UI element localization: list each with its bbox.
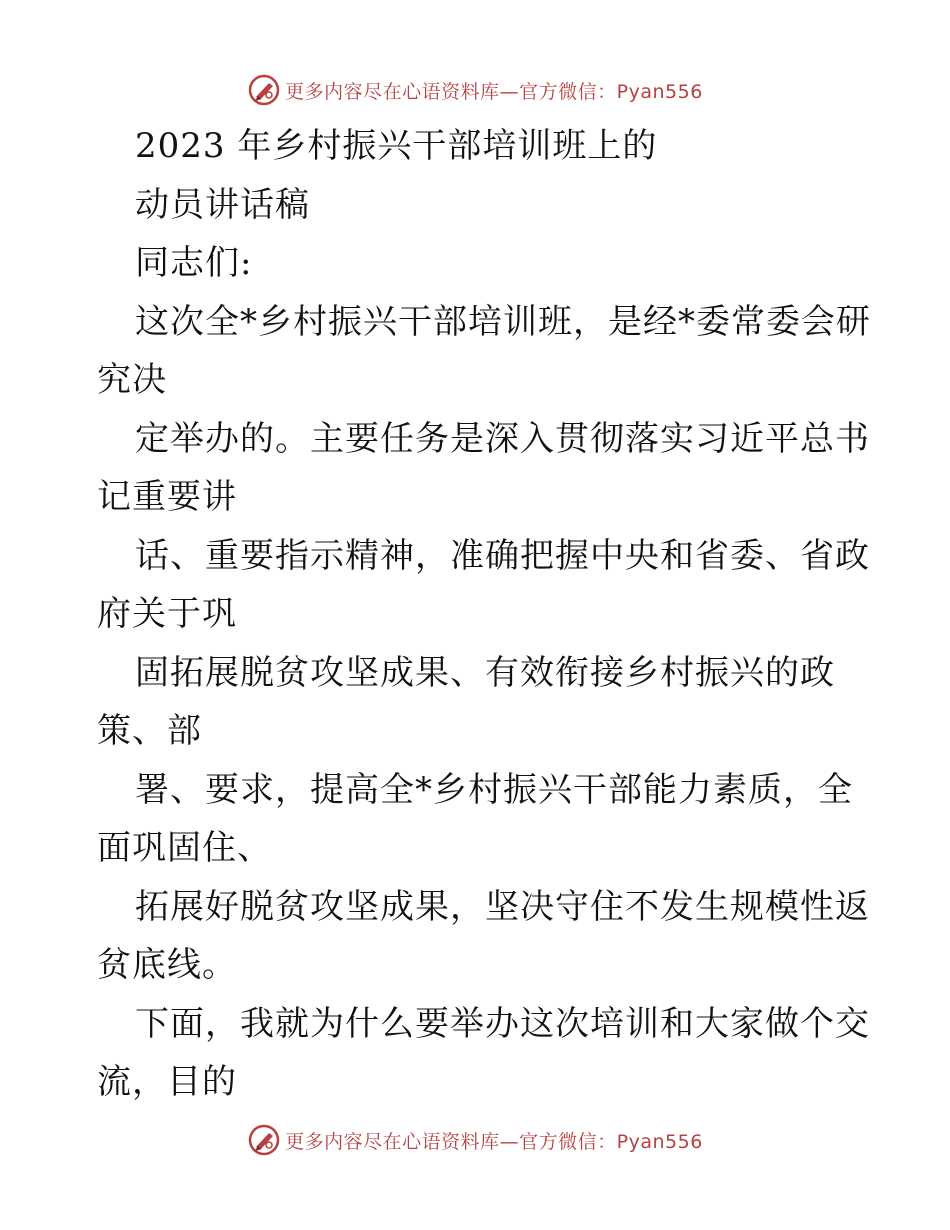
text-line: 贫底线。 [97,945,237,985]
pen-logo-icon [247,1123,281,1157]
text-line: 面巩固住、 [97,828,272,868]
watermark-text: 更多内容尽在心语资料库—官方微信：Pyan556 [285,80,703,103]
text-line: 流，目的 [97,1062,237,1102]
text-line: 究决 [97,360,167,400]
title-line-1: 2023 年乡村振兴干部培训班上的 [135,126,658,166]
text-line: 记重要讲 [97,477,237,517]
text-line: 定举办的。主要任务是深入贯彻落实习近平总书 [135,418,870,459]
text-line: 府关于巩 [97,594,237,634]
document-body [97,117,871,1112]
text-line: 下面，我就为什么要举办这次培训和大家做个交 [135,1003,870,1044]
salutation: 同志们: [135,243,253,283]
text-line: 策、部 [97,711,202,751]
watermark-text: 更多内容尽在心语资料库—官方微信：Pyan556 [285,1130,703,1153]
text-line: 署、要求，提高全*乡村振兴干部能力素质，全 [135,769,853,810]
text-line: 固拓展脱贫攻坚成果、有效衔接乡村振兴的政 [135,652,835,693]
text-line: 话、重要指示精神，准确把握中央和省委、省政 [135,535,870,576]
pen-logo-icon [247,73,281,107]
text-line: 这次全*乡村振兴干部培训班，是经*委常委会研 [135,301,871,342]
watermark-footer [0,1120,950,1160]
text-line: 拓展好脱贫攻坚成果，坚决守住不发生规模性返 [135,886,870,927]
title-line-2: 动员讲话稿 [135,184,310,225]
watermark-header [0,70,950,110]
